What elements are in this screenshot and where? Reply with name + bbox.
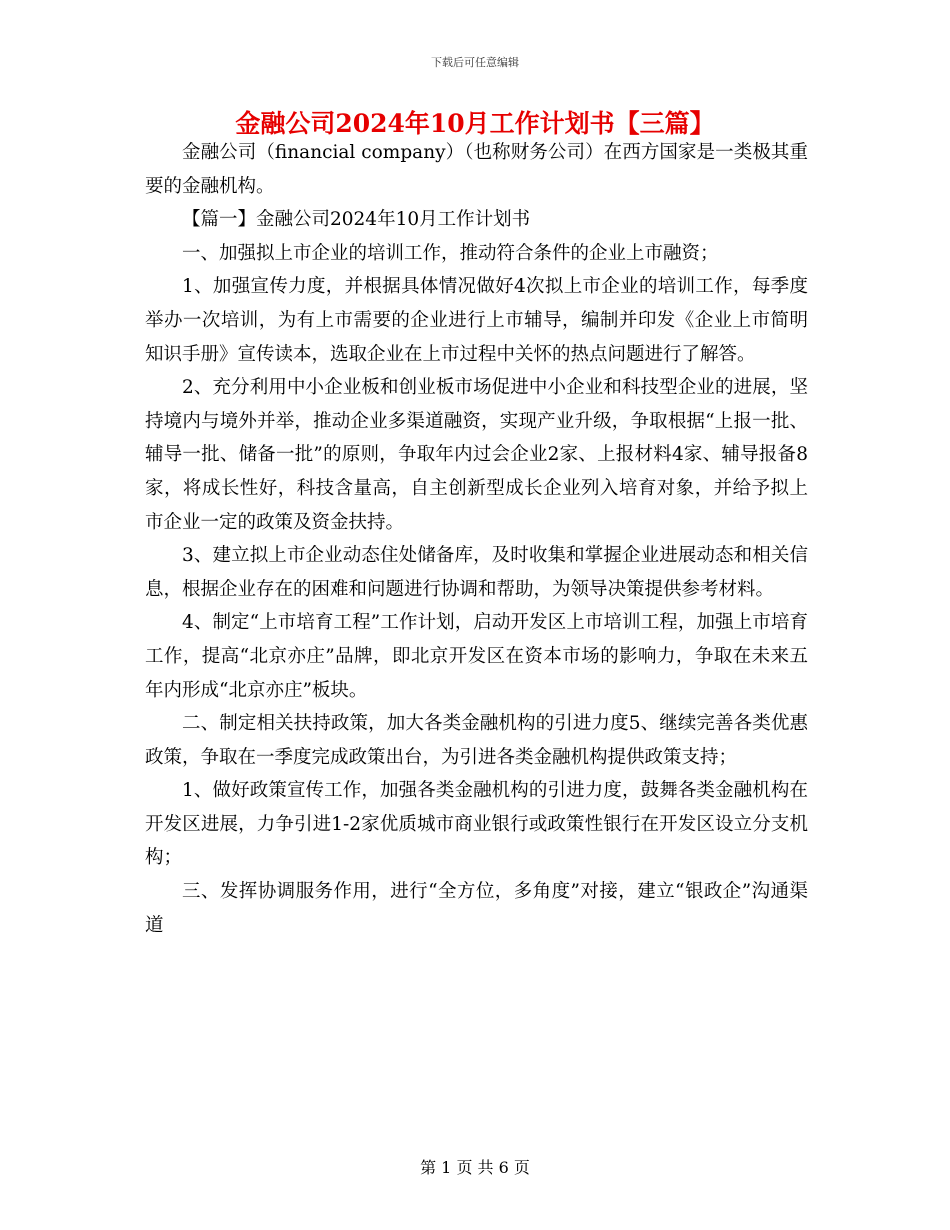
- body-paragraph: 2、充分利用中小企业板和创业板市场促进中小企业和科技型企业的进展，坚持境内与境外并举，推动企业多渠道融资，实现产业升级，争取根据“上报一批、辅导一批、储备一批”的原则，争取年内过会企业2家、上报材料4家、辅导报备8家，将成长性好，科技含量高，自主创新型成长企业列入培育对象，并给予拟上市企业一定的政策及资金扶持。: [145, 377, 808, 533]
- body-paragraph: 1、做好政策宣传工作，加强各类金融机构的引进力度，鼓舞各类金融机构在开发区进展，力争引进1-2家优质城市商业银行或政策性银行在开发区设立分支机构；: [145, 780, 808, 869]
- body-paragraph: 三、发挥协调服务作用，进行“全方位，多角度”对接，建立“银政企”沟通渠道: [145, 881, 808, 936]
- document-title: 金融公司2024年10月工作计划书【三篇】: [235, 109, 715, 138]
- body-paragraph: 4、制定“上市培育工程”工作计划，启动开发区上市培训工程，加强上市培育工作，提高“北京亦庄”品牌，即北京开发区在资本市场的影响力，争取在未来五年内形成“北京亦庄”板块。: [145, 612, 808, 701]
- body-paragraph: 二、制定相关扶持政策，加大各类金融机构的引进力度5、继续完善各类优惠政策，争取在一季度完成政策出台，为引进各类金融机构提供政策支持；: [145, 713, 808, 768]
- body-paragraph: 一、加强拟上市企业的培训工作，推动符合条件的企业上市融资；: [182, 242, 719, 264]
- page-number: 第 1 页 共 6 页: [420, 1158, 530, 1177]
- body-paragraph: 3、建立拟上市企业动态住处储备库，及时收集和掌握企业进展动态和相关信息，根据企业存在的困难和问题进行协调和帮助，为领导决策提供参考材料。: [145, 545, 808, 600]
- intro-paragraph: 金融公司（financial company）（也称财务公司）在西方国家是一类极其重要的金融机构。: [145, 142, 808, 197]
- document-body: [145, 136, 808, 942]
- section-heading: 【篇一】金融公司2024年10月工作计划书: [182, 209, 531, 231]
- header-note: 下载后可任意编辑: [431, 56, 519, 69]
- body-paragraph: 1、加强宣传力度，并根据具体情况做好4次拟上市企业的培训工作，每季度举办一次培训，为有上市需要的企业进行上市辅导，编制并印发《企业上市简明知识手册》宣传读本，选取企业在上市过程中关怀的热点问题进行了解答。: [145, 276, 808, 365]
